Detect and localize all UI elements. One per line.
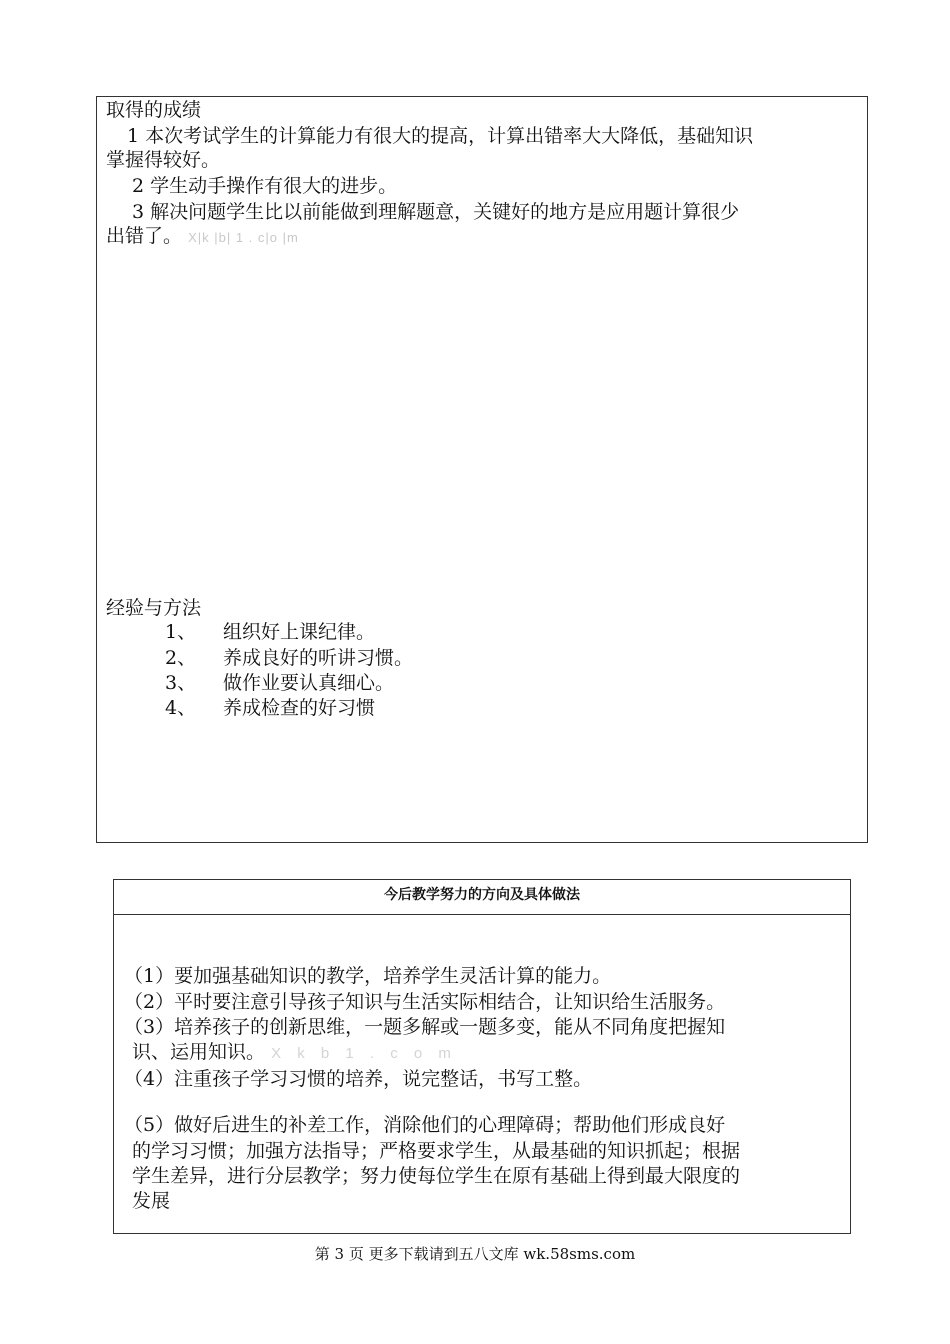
method-item-4 — [165, 695, 375, 721]
direction-item-1: （1）要加强基础知识的教学，培养学生灵活计算的能力。 — [124, 965, 612, 987]
method-item-1 — [165, 619, 375, 645]
method-item-text: 养成检查的好习惯 — [223, 697, 376, 719]
direction-item-5-line-1: （5）做好后进生的补差工作，消除他们的心理障碍；帮助他们形成良好 — [124, 1114, 726, 1136]
method-item-3 — [165, 670, 394, 696]
achievement-item-2: 2 学生动手操作有很大的进步。 — [132, 175, 398, 197]
direction-item-2: （2）平时要注意引导孩子知识与生活实际相结合，让知识给生活服务。 — [124, 991, 726, 1013]
direction-item-3-line-2 — [132, 1039, 457, 1067]
direction-box — [113, 879, 851, 1234]
direction-item-5-line-2: 的学习习惯；加强方法指导；严格要求学生，从最基础的知识抓起；根据 — [132, 1140, 741, 1162]
direction-item-3-text: 识、运用知识。 — [132, 1041, 266, 1063]
watermark-text: X|k |b| 1 . c|o |m — [188, 230, 299, 245]
page-footer: 第 3 页 更多下载请到五八文库 wk.58sms.com — [314, 1245, 636, 1263]
achievement-item-3-line-1: 3 解决问题学生比以前能做到理解题意，关键好的地方是应用题计算很少 — [132, 201, 740, 223]
method-item-text: 组织好上课纪律。 — [223, 621, 376, 643]
methods-heading: 经验与方法 — [106, 597, 202, 619]
direction-item-5-line-3: 学生差异，进行分层教学；努力使每位学生在原有基础上得到最大限度的 — [132, 1165, 741, 1187]
direction-item-5-line-4: 发展 — [132, 1190, 171, 1212]
method-item-text: 做作业要认真细心。 — [223, 672, 395, 694]
method-item-text: 养成良好的听讲习惯。 — [223, 647, 414, 669]
method-item-number: 1、 — [165, 621, 197, 643]
achievement-item-3-text: 出错了。 — [106, 225, 183, 247]
direction-item-4: （4）注重孩子学习习惯的培养，说完整话，书写工整。 — [124, 1068, 593, 1090]
watermark-text: X k b 1 . c o m — [271, 1045, 457, 1062]
achievements-box — [96, 96, 868, 843]
method-item-number: 2、 — [165, 647, 197, 669]
direction-item-3-line-1: （3）培养孩子的创新思维，一题多解或一题多变，能从不同角度把握知 — [124, 1016, 726, 1038]
method-item-number: 3、 — [165, 672, 197, 694]
direction-heading: 今后教学努力的方向及具体做法 — [114, 880, 850, 915]
method-item-2 — [165, 645, 413, 671]
achievement-item-3-line-2 — [106, 223, 299, 251]
achievement-item-1-line-2: 掌握得较好。 — [106, 149, 221, 171]
achievement-item-1-line-1: 1 本次考试学生的计算能力有很大的提高，计算出错率大大降低，基础知识 — [127, 125, 754, 147]
achievements-heading: 取得的成绩 — [106, 99, 202, 121]
method-item-number: 4、 — [165, 697, 197, 719]
